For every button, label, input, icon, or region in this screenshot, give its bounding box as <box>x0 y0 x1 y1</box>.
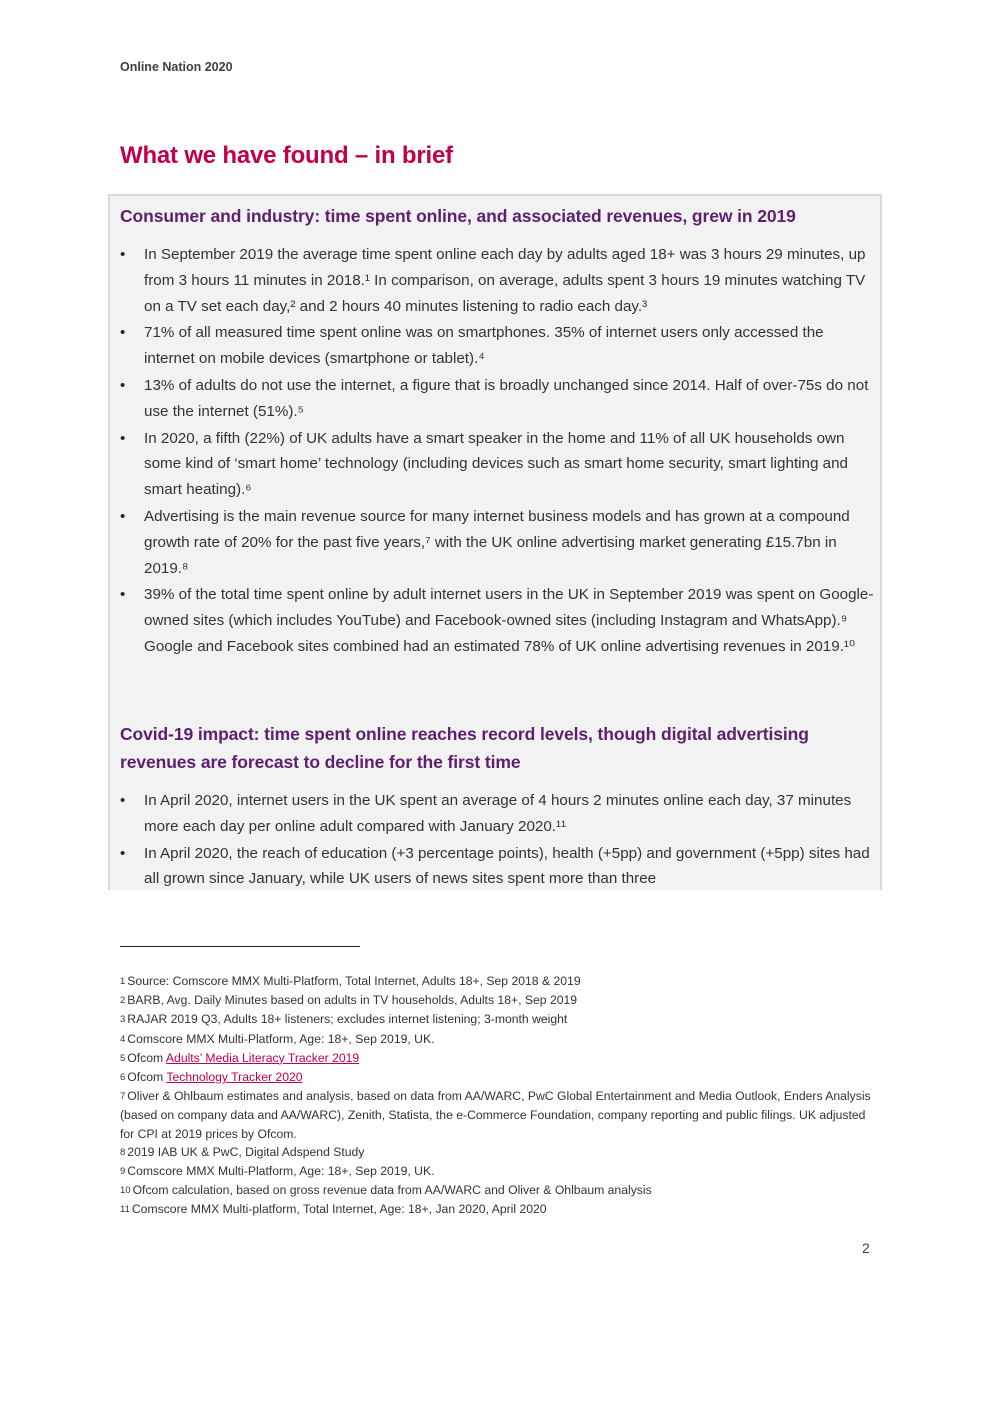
footnote-5: 5 Ofcom Adults’ Media Literacy Tracker 2019 <box>120 1050 360 1065</box>
bullet-item: • In April 2020, the reach of education (+3 percentage points), health (+5pp) and government (+5pp) sites had all grown since January, while UK users of news sites spent more than three <box>110 841 882 890</box>
footnote-10: 10 Ofcom calculation, based on gross revenue data from AA/WARC and Oliver & Ohlbaum analysis <box>120 1183 652 1198</box>
footnote-separator <box>120 946 360 947</box>
footnote-11: 11 Comscore MMX Multi-platform, Total Internet, Age: 18+, Jan 2020, April 2020 <box>120 1202 547 1217</box>
bullet-item: • In September 2019 the average time spent online each day by adults aged 18+ was 3 hours 29 minutes, up from 3 hours 11 minutes in 2018.¹ In comparison, on average, adults spent 3 hours 19 minutes watching TV on a TV set each day,² and 2 hours 40 minutes listening to radio each day.³ <box>110 242 882 319</box>
footnote-2: 2 BARB, Avg. Daily Minutes based on adults in TV households, Adults 18+, Sep 2019 <box>120 993 578 1008</box>
bullet-item: • 39% of the total time spent online by adult internet users in the UK in September 2019 was spent on Google-owned sites (which includes YouTube) and Facebook-owned sites (including Instagram and WhatsApp).⁹ Google and Facebook sites combined had an estimated 78% of UK online advertising revenues in 2019.¹⁰ <box>110 582 882 659</box>
footnote-1: 1 Source: Comscore MMX Multi-Platform, Total Internet, Adults 18+, Sep 2018 & 2019 <box>120 974 581 988</box>
footnotes <box>120 972 880 1220</box>
bullet-item: • In 2020, a fifth (22%) of UK adults have a smart speaker in the home and 11% of all UK households own some kind of ‘smart home’ technology (including devices such as smart home security, smart lighting and smart heating).⁶ <box>110 426 882 503</box>
bullet-item: • In April 2020, internet users in the UK spent an average of 4 hours 2 minutes online each day, 37 minutes more each day per online adult compared with January 2020.¹¹ <box>110 788 882 840</box>
footnote-3: 3 RAJAR 2019 Q3, Adults 18+ listeners; excludes internet listening; 3-month weight <box>120 1012 568 1027</box>
page-title: What we have found – in brief <box>120 142 453 169</box>
consumer-industry-bullet-list <box>110 242 882 661</box>
technology-tracker-link[interactable]: Technology Tracker 2020 <box>166 1070 303 1085</box>
covid-impact-bullet-list <box>110 788 882 890</box>
footnote-7: 7 Oliver & Ohlbaum estimates and analysis, based on data from AA/WARC, PwC Global Entertainment and Media Outlook, Enders Analysis (based on company data and AA/WARC), Zenith, Statista, the e-Commerce Foundation, company reporting and public filings. UK adjusted for CPI at 2019 prices by Ofcom. <box>120 1089 871 1141</box>
bullet-item: • Advertising is the main revenue source for many internet business models and has grown at a compound growth rate of 20% for the past five years,⁷ with the UK online advertising market generating £15.7bn in 2019.⁸ <box>110 504 882 581</box>
page-number: 2 <box>862 1240 870 1256</box>
footnote-6: 6 Ofcom Technology Tracker 2020 <box>120 1070 303 1085</box>
bullet-item: • 13% of adults do not use the internet, a figure that is broadly unchanged since 2014. Half of over-75s do not use the internet (51%).⁵ <box>110 373 882 425</box>
bullet-item: • 71% of all measured time spent online was on smartphones. 35% of internet users only accessed the internet on mobile devices (smartphone or tablet).⁴ <box>110 320 882 372</box>
summary-box <box>108 194 882 890</box>
running-header: Online Nation 2020 <box>120 60 233 74</box>
footnote-4: 4 Comscore MMX Multi-Platform, Age: 18+, Sep 2019, UK. <box>120 1031 435 1046</box>
section-heading-consumer-industry: Consumer and industry: time spent online, and associated revenues, grew in 2019 <box>120 206 796 226</box>
adults-media-literacy-tracker-link[interactable]: Adults’ Media Literacy Tracker 2019 <box>165 1050 360 1065</box>
footnote-9: 9 Comscore MMX Multi-Platform, Age: 18+, Sep 2019, UK. <box>120 1164 435 1179</box>
footnote-8: 8 2019 IAB UK & PwC, Digital Adspend Study <box>120 1144 365 1159</box>
section-heading-covid-impact: Covid-19 impact: time spent online reaches record levels, though digital advertising revenues are forecast to decline for the first time <box>120 724 809 772</box>
